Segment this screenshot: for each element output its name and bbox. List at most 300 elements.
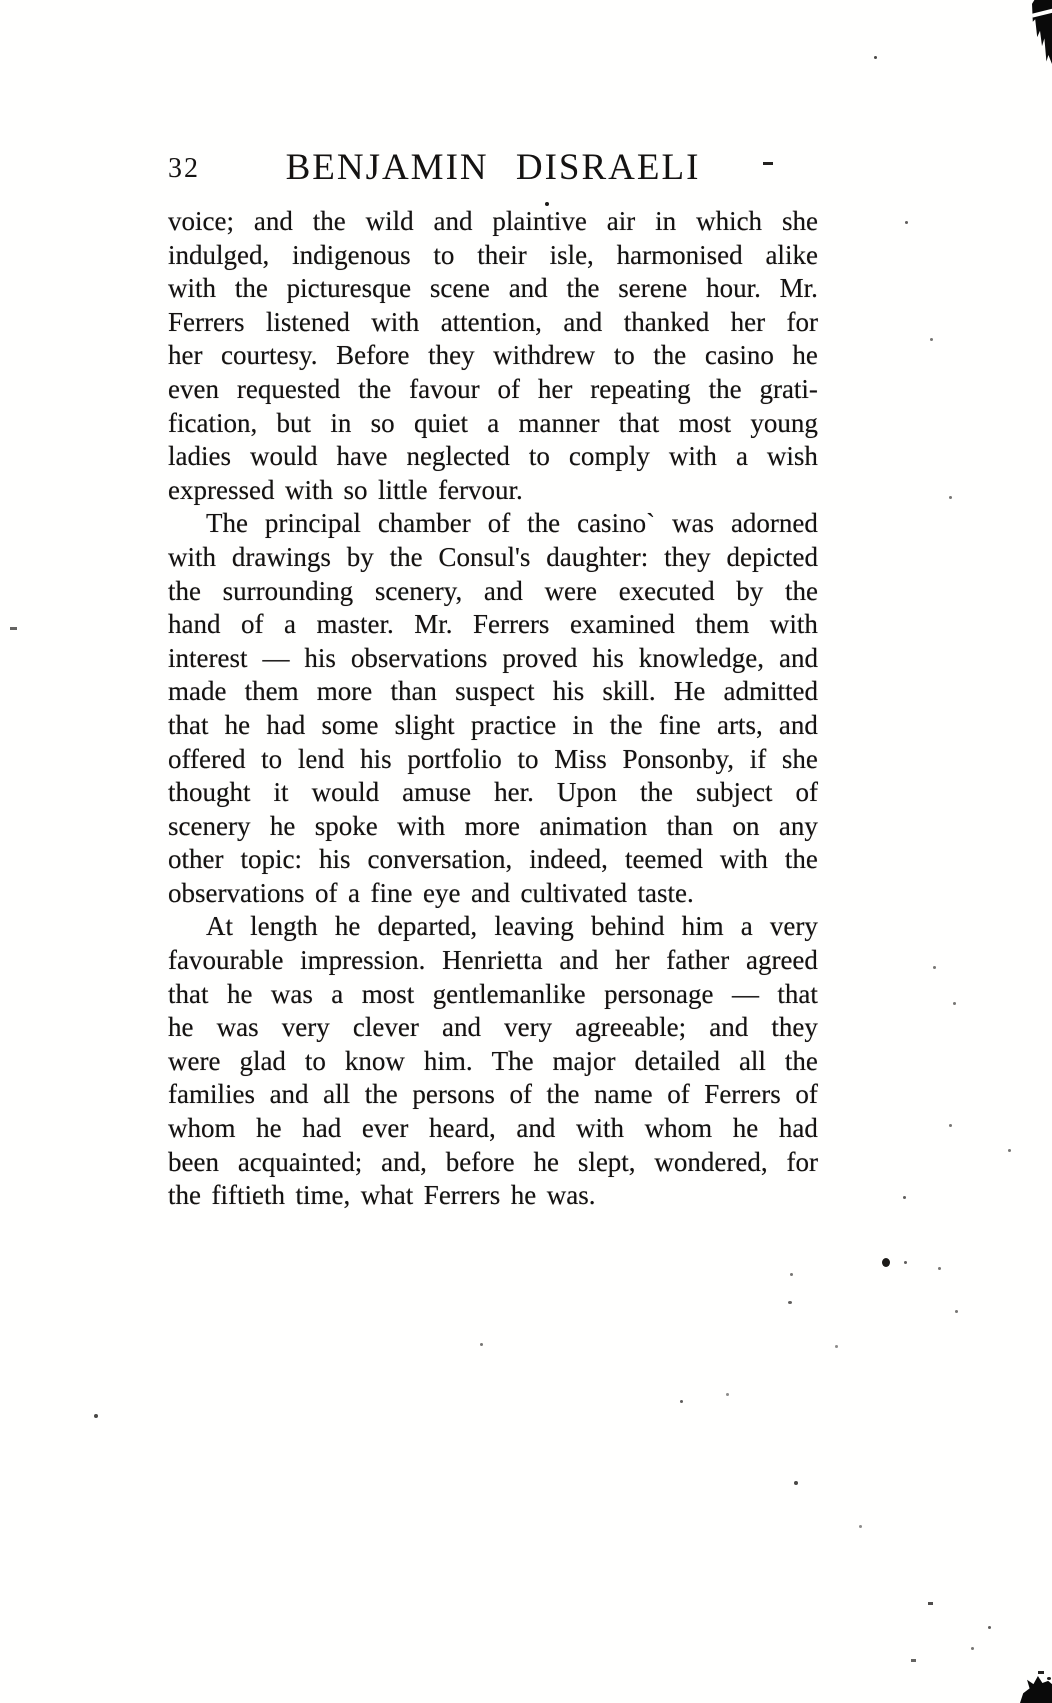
word: hand: [168, 609, 221, 640]
word: scenery,: [374, 575, 463, 606]
scan-speck: [794, 1481, 798, 1485]
word: —: [262, 642, 290, 673]
word: was: [216, 1012, 259, 1043]
word: Mr.: [414, 609, 453, 640]
word: them: [244, 676, 299, 707]
text-line: [168, 441, 818, 475]
word: he: [224, 709, 251, 740]
word: practice: [470, 709, 557, 740]
word: personage: [604, 978, 714, 1009]
word: her: [537, 373, 573, 404]
word: departed,: [377, 911, 478, 942]
word: to: [304, 1045, 326, 1076]
word: suspect: [455, 676, 535, 707]
word: any: [778, 810, 818, 841]
word: her.: [494, 777, 534, 808]
word: and: [253, 206, 293, 236]
word: most: [678, 407, 732, 438]
word: but: [276, 407, 312, 438]
word: repeating: [590, 373, 691, 404]
word: indeed,: [529, 844, 608, 875]
word: that: [168, 978, 209, 1009]
text-line: [168, 1012, 818, 1046]
text-line: [168, 576, 818, 610]
word: whom: [168, 1113, 236, 1144]
text-block: [168, 206, 818, 1214]
word: for: [786, 1146, 818, 1177]
word: other: [168, 844, 224, 875]
text-line: [168, 979, 818, 1013]
scan-speck: [949, 496, 952, 499]
word: quiet: [413, 407, 468, 438]
word: with: [371, 306, 420, 337]
word: for: [786, 306, 818, 337]
word: and: [778, 642, 818, 673]
word: Before: [336, 340, 410, 371]
word: in: [655, 206, 677, 236]
word: hour.: [706, 273, 761, 304]
word: most: [361, 978, 415, 1009]
word: major: [552, 1045, 616, 1076]
word: thanked: [623, 306, 710, 337]
word: observations: [350, 642, 488, 673]
text-line: [168, 1079, 818, 1113]
word: acquainted;: [237, 1146, 363, 1177]
word: that: [168, 709, 209, 740]
word: she: [781, 206, 818, 236]
word: the: [784, 844, 818, 875]
word: with: [397, 810, 446, 841]
word: principal: [264, 508, 361, 539]
running-title: BENJAMIN DISRAELI: [285, 147, 701, 188]
word: favourable: [168, 945, 284, 976]
text-line: [168, 374, 818, 408]
word: and: [778, 709, 818, 740]
word: his: [360, 743, 392, 774]
scan-speck: [10, 627, 17, 630]
word: with: [769, 609, 818, 640]
word: and: [709, 1012, 749, 1043]
word: young: [750, 407, 818, 438]
page-header: [168, 0, 818, 189]
word: arts,: [716, 709, 763, 740]
word: heard,: [429, 1113, 496, 1144]
word: casino: [704, 340, 774, 371]
scan-speck: [680, 1400, 683, 1403]
scan-speck: [903, 1196, 906, 1199]
word: a: [487, 407, 500, 438]
word: them: [695, 609, 750, 640]
word: was: [270, 978, 313, 1009]
scan-speck: [905, 221, 908, 224]
word: ladies: [168, 441, 231, 472]
word: to: [261, 743, 283, 774]
word: a: [735, 441, 748, 472]
word: they: [664, 541, 711, 572]
word: the: [234, 273, 268, 304]
word: the: [784, 575, 818, 606]
text-line: [168, 811, 818, 845]
word: very: [281, 1012, 330, 1043]
text-line: [168, 1147, 818, 1181]
word: she: [781, 743, 818, 774]
scan-ink-blob-top-right: [1032, 0, 1052, 64]
scan-speck: [930, 338, 933, 341]
word: alike: [765, 239, 818, 270]
word: Miss: [554, 743, 607, 774]
word: leaving: [494, 911, 574, 942]
word: very: [504, 1012, 553, 1043]
word: serene: [618, 273, 688, 304]
word: the: [708, 373, 742, 404]
word: daughter:: [546, 541, 649, 572]
word: gentlemanlike: [432, 978, 586, 1009]
word: the: [566, 273, 600, 304]
word: picturesque: [286, 273, 412, 304]
word: impression.: [300, 945, 426, 976]
text-line: [168, 844, 818, 878]
word: and: [483, 575, 523, 606]
text-line: [168, 945, 818, 979]
word: agreed: [745, 945, 818, 976]
word: which: [696, 206, 763, 236]
word: families: [168, 1079, 255, 1110]
word: topic:: [240, 844, 302, 875]
word: him.: [423, 1045, 473, 1076]
word: to: [433, 239, 455, 270]
word: he: [226, 978, 253, 1009]
word: the: [364, 1079, 398, 1110]
word: made: [168, 676, 227, 707]
text-line: [168, 911, 818, 945]
word: the: [784, 1045, 818, 1076]
scan-speck: [480, 1343, 483, 1346]
word: would: [249, 441, 318, 472]
word: drawings: [231, 541, 331, 572]
word: air: [606, 206, 636, 236]
word: plaintive: [492, 206, 587, 236]
scan-speck: [788, 1301, 792, 1304]
word: a: [283, 609, 296, 640]
word: Upon: [556, 777, 617, 808]
word: length: [250, 911, 318, 942]
word: attention,: [440, 306, 542, 337]
word: know: [344, 1045, 405, 1076]
scan-speck: [911, 1659, 916, 1662]
word: his: [304, 642, 336, 673]
word: wondered,: [654, 1146, 768, 1177]
word: manner: [518, 407, 600, 438]
word: ever: [361, 1113, 409, 1144]
word: he: [533, 1146, 559, 1177]
word: detailed: [634, 1045, 720, 1076]
word: and: [563, 306, 603, 337]
word: The: [491, 1045, 534, 1076]
text-line: [168, 676, 818, 710]
scan-dash-artifact: [763, 162, 773, 165]
word: clever: [352, 1012, 419, 1043]
word: more: [464, 810, 520, 841]
word: he: [792, 340, 818, 371]
word: surrounding: [222, 575, 354, 606]
word: animation: [539, 810, 648, 841]
word: he: [334, 911, 361, 942]
word: wild: [365, 206, 414, 236]
text-line: [168, 206, 818, 240]
scan-speck: [545, 202, 549, 206]
word: of: [667, 1079, 690, 1110]
text-line: [168, 508, 818, 542]
word: by: [346, 541, 374, 572]
word: Ferrers: [168, 306, 245, 337]
word: that: [618, 407, 660, 438]
text-line: [168, 408, 818, 442]
text-line: the fiftieth time, what Ferrers he was.: [168, 1180, 596, 1211]
word: The: [206, 508, 248, 539]
word: requested: [236, 373, 341, 404]
word: subject: [695, 777, 773, 808]
word: in: [330, 407, 352, 438]
text-line: [168, 643, 818, 677]
word: by: [736, 575, 764, 606]
word: and: [269, 1079, 309, 1110]
scan-speck: [726, 1393, 729, 1396]
word: Consul's: [438, 541, 531, 572]
text-line: [168, 542, 818, 576]
word: had: [302, 1113, 342, 1144]
word: adorned: [730, 508, 818, 539]
word: with: [719, 844, 768, 875]
word: He: [673, 676, 706, 707]
scan-speck: [904, 1261, 907, 1264]
word: lend: [297, 743, 345, 774]
word: thought: [168, 777, 251, 808]
text-line: [168, 273, 818, 307]
word: and: [433, 206, 473, 236]
word: their: [477, 239, 527, 270]
scan-speck: [835, 1345, 838, 1348]
word: wish: [766, 441, 818, 472]
word: of: [497, 373, 520, 404]
scan-speck: [938, 1267, 941, 1270]
word: some: [321, 709, 379, 740]
word: a: [331, 978, 344, 1009]
word: so: [370, 407, 395, 438]
text-line: [168, 609, 818, 643]
scan-speck: [933, 966, 936, 969]
word: examined: [569, 609, 675, 640]
word: very: [769, 911, 818, 942]
word: slept,: [577, 1146, 636, 1177]
word: all: [323, 1079, 351, 1110]
word: of: [795, 1079, 818, 1110]
word: whom: [644, 1113, 713, 1144]
word: the: [527, 508, 561, 539]
word: on: [732, 810, 760, 841]
word: he: [732, 1113, 759, 1144]
word: the: [168, 575, 201, 606]
word: have: [336, 441, 388, 472]
word: the: [358, 373, 392, 404]
word: her: [730, 306, 766, 337]
word: indulged,: [168, 239, 270, 270]
word: slight: [394, 709, 455, 740]
word: all: [738, 1045, 766, 1076]
word: they: [771, 1012, 818, 1043]
word: persons: [412, 1079, 495, 1110]
word: indigenous: [292, 239, 411, 270]
word: conversation,: [367, 844, 513, 875]
word: interest: [168, 642, 248, 673]
word: with: [668, 441, 717, 472]
scan-speck: [928, 1602, 933, 1605]
word: harmonised: [616, 239, 743, 270]
word: was: [672, 508, 714, 539]
text-line: expressed with so little fervour.: [168, 474, 523, 505]
text-line: [168, 710, 818, 744]
word: with: [575, 1113, 624, 1144]
word: of: [509, 1079, 532, 1110]
word: the: [609, 709, 643, 740]
word: in: [572, 709, 594, 740]
scan-ink-blob-bottom-right: [1020, 1676, 1052, 1703]
word: and: [516, 1113, 556, 1144]
word: amuse: [402, 777, 472, 808]
scan-speck: [874, 56, 877, 59]
word: Henrietta: [442, 945, 543, 976]
word: and: [441, 1012, 481, 1043]
scan-speck: [955, 1310, 958, 1313]
text-line: [168, 240, 818, 274]
word: the: [653, 340, 687, 371]
word: the: [312, 206, 346, 236]
scan-speck: [1038, 1671, 1044, 1674]
word: he: [168, 1012, 194, 1043]
word: and: [508, 273, 548, 304]
scan-speck: [1008, 1149, 1011, 1152]
word: his: [552, 676, 585, 707]
word: of: [795, 777, 818, 808]
word: were: [544, 575, 598, 606]
scan-speck: [988, 1626, 991, 1629]
word: teemed: [624, 844, 703, 875]
word: to: [517, 743, 539, 774]
word: father: [666, 945, 730, 976]
scan-speck: [859, 1525, 862, 1528]
word: Ferrers: [704, 1079, 781, 1110]
word: Ferrers: [472, 609, 550, 640]
word: courtesy.: [221, 340, 318, 371]
word: skill.: [602, 676, 656, 707]
word: comply: [568, 441, 650, 472]
word: more: [316, 676, 373, 707]
scan-speck: [971, 1647, 974, 1650]
word: behind: [590, 911, 665, 942]
word: agreeable;: [575, 1012, 687, 1043]
scan-speck: [790, 1273, 793, 1276]
word: of: [487, 508, 511, 539]
word: the: [639, 777, 673, 808]
word: the: [546, 1079, 580, 1110]
text-line: observations of a fine eye and cultivated taste.: [168, 877, 694, 908]
word: portfolio: [407, 743, 502, 774]
word: glad: [239, 1045, 286, 1076]
word: to: [613, 340, 635, 371]
word: if: [749, 743, 767, 774]
word: his: [318, 844, 351, 875]
word: casino`: [577, 508, 656, 539]
word: with: [168, 541, 217, 572]
scan-speck: [953, 1002, 956, 1005]
word: his: [592, 642, 624, 673]
word: of: [240, 609, 264, 640]
word: favour: [409, 373, 480, 404]
word: master.: [316, 609, 394, 640]
word: had: [266, 709, 306, 740]
word: executed: [618, 575, 715, 606]
scan-speck: [94, 1414, 98, 1418]
word: a: [740, 911, 753, 942]
word: the: [389, 541, 423, 572]
word: her: [615, 945, 650, 976]
word: before: [445, 1146, 515, 1177]
word: he: [269, 810, 296, 841]
text-line: [168, 307, 818, 341]
text-line: [168, 744, 818, 778]
word: scene: [429, 273, 490, 304]
word: him: [681, 911, 724, 942]
word: they: [428, 340, 475, 371]
word: her: [168, 340, 203, 371]
word: listened: [265, 306, 350, 337]
word: scenery: [168, 810, 251, 841]
word: that: [777, 978, 818, 1009]
scan-speck: [1047, 1677, 1051, 1680]
word: with: [168, 273, 217, 304]
word: and,: [381, 1146, 427, 1177]
word: At: [206, 911, 233, 942]
word: been: [168, 1146, 219, 1177]
word: knowledge,: [638, 642, 765, 673]
word: had: [778, 1113, 818, 1144]
word: it: [273, 777, 289, 808]
word: fine: [658, 709, 701, 740]
word: isle,: [549, 239, 594, 270]
word: to: [528, 441, 550, 472]
word: Mr.: [779, 273, 818, 304]
scan-ink-dot-bold: [882, 1258, 890, 1267]
word: than: [390, 676, 437, 707]
text-line: [168, 340, 818, 374]
word: withdrew: [493, 340, 596, 371]
word: voice;: [168, 206, 234, 236]
word: name: [594, 1079, 653, 1110]
word: chamber: [377, 508, 471, 539]
word: depicted: [726, 541, 818, 572]
word: even: [168, 373, 219, 404]
text-line: [168, 1113, 818, 1147]
word: than: [666, 810, 714, 841]
word: offered: [168, 743, 246, 774]
text-line: [168, 777, 818, 811]
word: and: [559, 945, 599, 976]
text-line: [168, 1046, 818, 1080]
word: grati-: [759, 373, 818, 404]
scan-speck: [949, 1124, 952, 1127]
word: were: [168, 1045, 221, 1076]
word: spoke: [314, 810, 378, 841]
word: Ponsonby,: [622, 743, 734, 774]
